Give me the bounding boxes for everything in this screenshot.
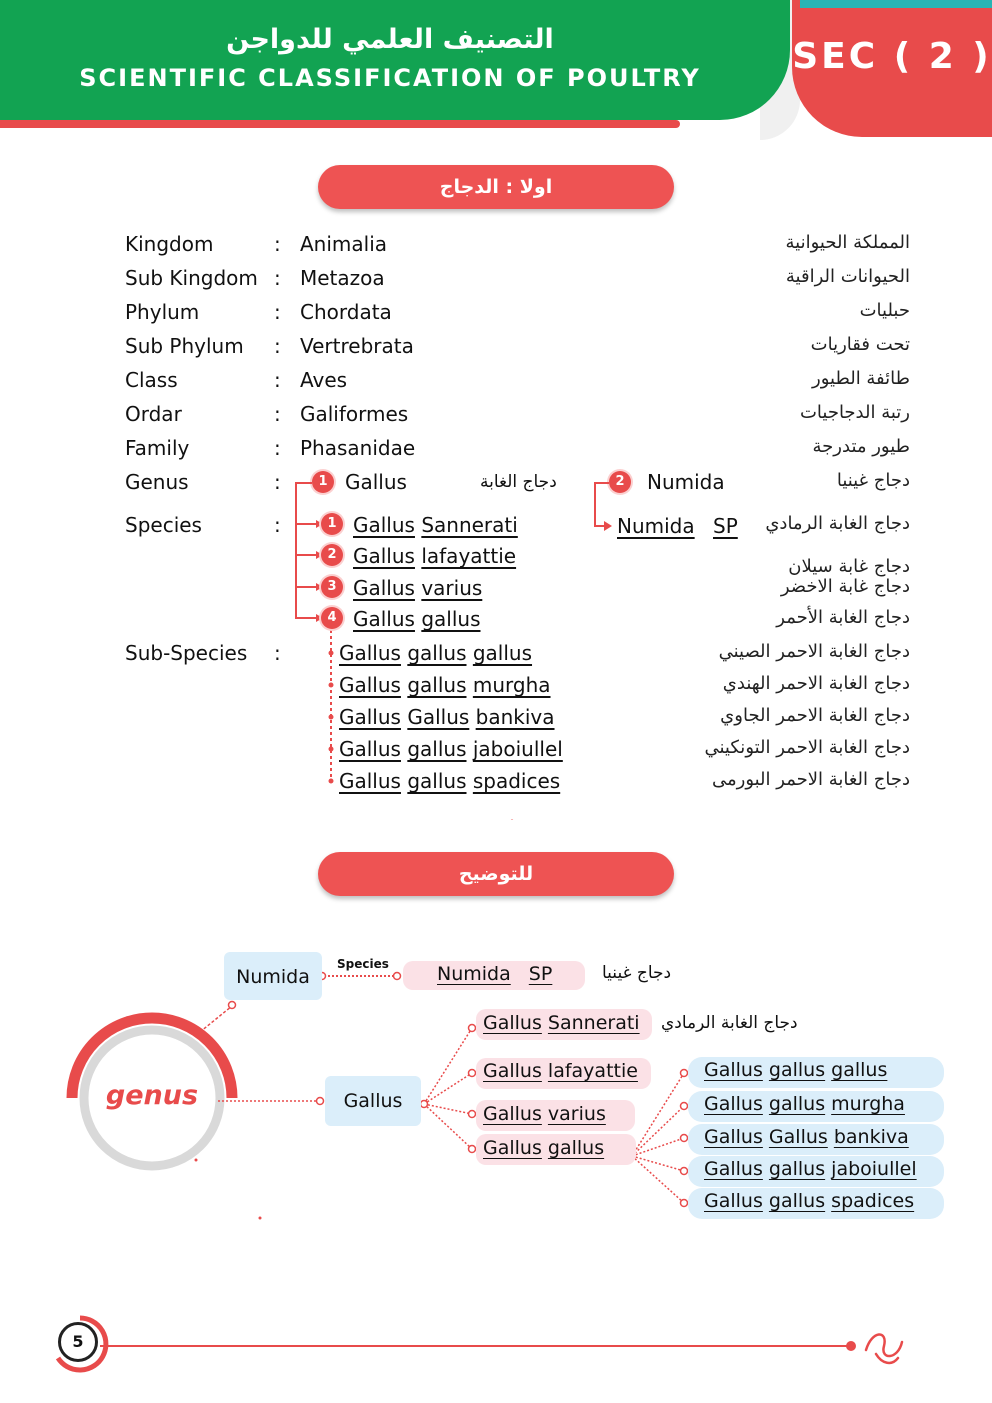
subspecies-word: Gallus — [339, 737, 401, 761]
numida-text: Numida — [236, 966, 310, 988]
species-word: gallus — [547, 1137, 605, 1159]
colon: : — [274, 334, 281, 358]
subspecies-arabic: دجاج الغابة الاحمر البورمى — [711, 769, 910, 790]
row-value: Animalia — [300, 232, 388, 256]
subspecies-word: Gallus — [407, 705, 470, 729]
gallus-species-box — [476, 1100, 635, 1131]
genus-label-diagram: genus — [105, 1080, 199, 1111]
subspecies-word: gallus — [768, 1190, 826, 1212]
subspecies-item — [339, 705, 555, 729]
subspecies-text — [704, 1158, 917, 1180]
colon: : — [274, 641, 281, 665]
species-word: gallus — [421, 607, 481, 631]
species-word: Gallus — [483, 1012, 542, 1034]
subspecies-box — [688, 1091, 944, 1122]
species-item — [353, 576, 482, 600]
species-word: varius — [421, 576, 483, 600]
genus-gallus-arabic: دجاج الغابة — [480, 472, 557, 492]
signature-logo-icon — [858, 1320, 908, 1370]
species-word: Gallus — [353, 576, 415, 600]
colon: : — [274, 232, 281, 256]
gallus-species-text — [483, 1137, 604, 1159]
subspecies-word: Gallus — [704, 1059, 763, 1081]
species-item — [353, 544, 516, 568]
row-arabic: الحيوانات الراقية — [785, 266, 910, 287]
subspecies-text — [704, 1093, 905, 1115]
colon: : — [274, 513, 281, 537]
gallus-species-text — [483, 1060, 638, 1082]
numida-sp-box — [403, 961, 585, 990]
species-word: Sannerati — [547, 1012, 640, 1034]
numida-sp-text — [437, 963, 552, 985]
genus-label: Genus — [125, 470, 189, 494]
numida-arabic-diagram: دجاج غينيا — [602, 963, 672, 983]
page-title-english: SCIENTIFIC CLASSIFICATION OF POULTRY — [79, 64, 701, 92]
row-arabic: رتبة الدجاجيات — [799, 402, 910, 423]
row-arabic: المملكة الحيوانية — [785, 232, 910, 253]
genus-numida: Numida — [647, 470, 725, 494]
subspecies-word: Gallus — [339, 641, 401, 665]
species-word: Numida — [437, 963, 511, 985]
subspecies-text — [704, 1059, 887, 1081]
row-label: Phylum — [125, 300, 200, 324]
species-number: 3 — [321, 576, 343, 598]
row-label: Kingdom — [125, 232, 214, 256]
section-label: SEC ( 2 ) — [792, 36, 992, 77]
row-arabic: تحت فقاريات — [810, 334, 910, 355]
species-label: Species — [125, 513, 202, 537]
species-item — [353, 513, 518, 537]
species-word: lafayattie — [547, 1060, 638, 1082]
species-number: 2 — [321, 544, 343, 566]
subspecies-word: gallus — [407, 641, 467, 665]
footer-dot — [846, 1341, 856, 1351]
footer-line — [100, 1345, 850, 1347]
species-word: Gallus — [353, 513, 415, 537]
subspecies-word: murgha — [831, 1093, 905, 1115]
subspecies-word: spadices — [472, 769, 561, 793]
gallus-species-text — [483, 1103, 606, 1125]
subspecies-arabic: دجاج الغابة الاحمر الصيني — [718, 641, 910, 662]
genus-gallus: Gallus — [345, 470, 407, 494]
species-word: Gallus — [483, 1103, 542, 1125]
colon: : — [274, 300, 281, 324]
row-arabic: طائفة الطيور — [812, 368, 910, 389]
row-label: Ordar — [125, 402, 182, 426]
subspecies-word: gallus — [768, 1158, 826, 1180]
subspecies-word: Gallus — [704, 1190, 763, 1212]
subspecies-word: spadices — [831, 1190, 915, 1212]
species-word: SP — [713, 514, 738, 538]
species-item — [353, 607, 481, 631]
sannerati-arabic-diagram: دجاج الغابة الرمادي — [661, 1013, 798, 1033]
row-value: Aves — [300, 368, 348, 392]
species-word: SP — [528, 963, 553, 985]
colon: : — [274, 470, 281, 494]
subspecies-word: bankiva — [833, 1126, 909, 1148]
colon: : — [274, 436, 281, 460]
species-word: Gallus — [353, 607, 415, 631]
gallus-species-box — [476, 1058, 651, 1089]
subspecies-word: Gallus — [339, 705, 401, 729]
subspecies-box — [688, 1057, 944, 1088]
section-heading-clarification: للتوضيح — [318, 852, 674, 896]
species-word: varius — [547, 1103, 606, 1125]
subspecies-arabic: دجاج الغابة الاحمر الهندي — [722, 673, 910, 694]
species-word: Numida — [617, 514, 695, 538]
subspecies-word: murgha — [472, 673, 551, 697]
gallus-species-box — [476, 1009, 652, 1040]
row-value: Chordata — [300, 300, 392, 324]
row-label: Family — [125, 436, 190, 460]
subspecies-box — [688, 1188, 944, 1219]
species-word: lafayattie — [421, 544, 517, 568]
subspecies-word: gallus — [768, 1059, 826, 1081]
subspecies-item — [339, 641, 532, 665]
row-label: Sub Phylum — [125, 334, 244, 358]
row-label: Sub Kingdom — [125, 266, 258, 290]
section-heading-chicken: اولا : الدجاج — [318, 165, 674, 209]
subspecies-word: Gallus — [339, 673, 401, 697]
gallus-box — [325, 1076, 421, 1126]
row-arabic: طيور متدرجة — [812, 436, 910, 457]
species-word: Sannerati — [421, 513, 518, 537]
row-arabic: حبليات — [859, 300, 910, 321]
gallus-species-text — [483, 1012, 640, 1034]
row-value: Metazoa — [300, 266, 385, 290]
row-value: Galiformes — [300, 402, 409, 426]
subspecies-word: gallus — [407, 769, 467, 793]
row-value: Vertrebrata — [300, 334, 414, 358]
genus-numida-arabic: دجاج غينيا — [836, 470, 910, 491]
row-value: Phasanidae — [300, 436, 416, 460]
subspecies-item — [339, 673, 551, 697]
subspecies-item — [339, 769, 560, 793]
subspecies-arabic: دجاج الغابة الاحمر التونكيني — [704, 737, 910, 758]
subspecies-box — [688, 1156, 944, 1187]
genus-number-1: 1 — [312, 471, 334, 493]
species-numida-arabic: دجاج الغابة الرمادي — [765, 513, 910, 534]
subspecies-box — [688, 1124, 944, 1155]
genus-number-2: 2 — [609, 471, 631, 493]
subspecies-word: gallus — [768, 1093, 826, 1115]
subspecies-word: Gallus — [704, 1126, 763, 1148]
colon: : — [274, 402, 281, 426]
subspecies-item — [339, 737, 563, 761]
subspecies-text — [704, 1190, 914, 1212]
species-numida — [617, 514, 738, 538]
subspecies-word: Gallus — [704, 1158, 763, 1180]
species-arabic: دجاج غابة سيلان — [788, 556, 910, 577]
numida-box — [224, 952, 322, 1000]
species-arabic: دجاج غابة الاخضر — [780, 576, 910, 597]
subspecies-word: gallus — [472, 641, 533, 665]
subspecies-text — [704, 1126, 909, 1148]
subspecies-word: Gallus — [768, 1126, 828, 1148]
subspecies-word: Gallus — [339, 769, 401, 793]
subspecies-word: bankiva — [475, 705, 555, 729]
colon: : — [274, 368, 281, 392]
subspecies-word: jaboiullel — [831, 1158, 917, 1180]
gallus-text: Gallus — [343, 1090, 403, 1112]
species-word: Gallus — [483, 1060, 542, 1082]
colon: : — [274, 266, 281, 290]
species-word: Gallus — [353, 544, 415, 568]
subspecies-word: gallus — [407, 673, 467, 697]
subspecies-label: Sub-Species — [125, 641, 248, 665]
subspecies-word: Gallus — [704, 1093, 763, 1115]
subspecies-arabic: دجاج الغابة الاحمر الجاوي — [720, 705, 910, 726]
page-title-arabic: التصنيف العلمي للدواجن — [226, 24, 554, 55]
subspecies-word: jaboiullel — [472, 737, 563, 761]
subspecies-word: gallus — [831, 1059, 888, 1081]
page-number: 5 — [58, 1322, 98, 1362]
subspecies-word: gallus — [407, 737, 467, 761]
species-number: 4 — [321, 607, 343, 629]
species-number: 1 — [321, 513, 343, 535]
gallus-species-box — [476, 1134, 636, 1165]
species-arabic: دجاج الغابة الأحمر — [776, 607, 910, 628]
row-label: Class — [125, 368, 178, 392]
species-word: Gallus — [483, 1137, 542, 1159]
species-tag: Species — [337, 957, 389, 971]
